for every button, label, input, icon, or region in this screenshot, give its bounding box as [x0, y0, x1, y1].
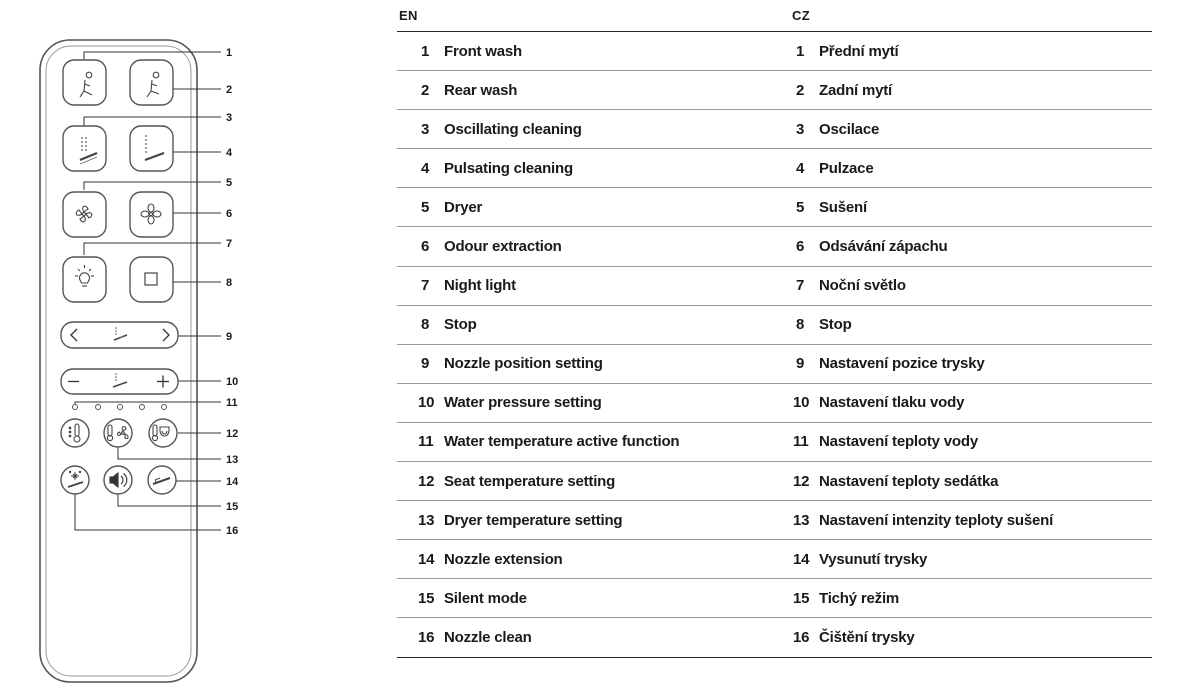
cell-cz [790, 121, 1152, 138]
label-en: Stop [444, 316, 477, 334]
cell-cz [790, 277, 1152, 294]
label-cz: Zadní mytí [819, 81, 893, 99]
nozzle-extension-button[interactable] [148, 466, 176, 494]
label-cz: Vysunutí trysky [819, 550, 928, 568]
legend-table [397, 0, 1152, 658]
row-number-cz: 10 [793, 394, 810, 412]
label-cz: Nastavení tlaku vody [819, 394, 965, 412]
night-light-button[interactable] [63, 257, 106, 302]
nozzle-clean-button[interactable] [61, 466, 89, 494]
table-row [397, 540, 1152, 579]
table-row [397, 384, 1152, 423]
cell-en [397, 512, 790, 529]
legend-table-body [397, 32, 1152, 658]
cell-en [397, 121, 790, 138]
label-cz: Oscilace [819, 120, 880, 138]
callout-9: 9 [226, 331, 233, 343]
cell-en [397, 473, 790, 490]
row-number-en: 14 [418, 550, 435, 568]
cell-cz [790, 160, 1152, 177]
label-cz: Nastavení intenzity teploty sušení [819, 511, 1054, 529]
row-number-cz: 15 [793, 589, 810, 607]
label-cz: Stop [819, 316, 852, 334]
row-number-en: 6 [421, 238, 430, 256]
cell-cz [790, 551, 1152, 568]
row-number-cz: 14 [793, 550, 810, 568]
row-number-cz: 11 [793, 433, 809, 451]
row-number-en: 3 [421, 120, 430, 138]
callout-16: 16 [226, 525, 239, 537]
legend-table-header [397, 0, 1152, 32]
row-number-en: 8 [421, 316, 430, 334]
row-number-en: 15 [418, 589, 435, 607]
label-en: Silent mode [444, 589, 527, 607]
table-row [397, 267, 1152, 306]
table-row [397, 188, 1152, 227]
label-cz: Sušení [819, 198, 867, 216]
oscillating-cleaning-button[interactable] [63, 126, 106, 171]
table-row [397, 579, 1152, 618]
table-row [397, 345, 1152, 384]
callout-14: 14 [226, 476, 239, 488]
label-en: Dryer [444, 198, 483, 216]
cell-cz [790, 394, 1152, 411]
row-number-en: 16 [418, 628, 435, 646]
callout-2: 2 [226, 84, 233, 96]
stop-button[interactable] [130, 257, 173, 302]
callout-15: 15 [226, 501, 239, 513]
table-row [397, 306, 1152, 345]
front-wash-button[interactable] [63, 60, 106, 105]
cell-en [397, 238, 790, 255]
cell-cz [790, 590, 1152, 607]
callout-12: 12 [226, 428, 239, 440]
label-cz: Nastavení teploty vody [819, 433, 978, 451]
cell-cz [790, 355, 1152, 372]
cell-en [397, 355, 790, 372]
label-en: Seat temperature setting [444, 472, 616, 490]
label-en: Nozzle extension [444, 550, 563, 568]
cell-cz [790, 199, 1152, 216]
label-cz: Tichý režim [819, 589, 900, 607]
row-number-cz: 7 [796, 277, 805, 295]
cell-en [397, 590, 790, 607]
label-en: Nozzle clean [444, 628, 532, 646]
cell-en [397, 199, 790, 216]
callout-8: 8 [226, 277, 233, 289]
water-pressure-control[interactable] [61, 369, 178, 394]
callout-4: 4 [226, 147, 233, 159]
label-en: Water pressure setting [444, 394, 602, 412]
callout-11: 11 [226, 397, 238, 409]
cell-en [397, 551, 790, 568]
cell-cz [790, 512, 1152, 529]
remote-control-diagram [0, 0, 260, 687]
row-number-cz: 2 [796, 81, 805, 99]
row-number-en: 4 [421, 159, 430, 177]
callout-1: 1 [226, 47, 233, 59]
water-temperature-button[interactable] [61, 419, 89, 447]
row-number-cz: 9 [796, 355, 805, 373]
cell-cz [790, 43, 1152, 60]
row-number-cz: 4 [796, 159, 805, 177]
row-number-cz: 12 [793, 472, 810, 490]
cell-en [397, 629, 790, 646]
label-en: Rear wash [444, 81, 518, 99]
row-number-cz: 13 [793, 511, 810, 529]
cell-cz [790, 316, 1152, 333]
row-number-en: 13 [418, 511, 435, 529]
header-en: EN [399, 8, 418, 23]
row-number-en: 11 [418, 433, 434, 451]
cell-en [397, 433, 790, 450]
cell-en [397, 394, 790, 411]
cell-en [397, 277, 790, 294]
label-en: Nozzle position setting [444, 355, 603, 373]
label-en: Dryer temperature setting [444, 511, 623, 529]
row-number-cz: 5 [796, 198, 805, 216]
label-cz: Přední mytí [819, 42, 899, 60]
row-number-cz: 1 [796, 42, 805, 60]
cell-cz [790, 238, 1152, 255]
row-number-en: 1 [421, 42, 430, 60]
table-row [397, 462, 1152, 501]
row-number-cz: 6 [796, 238, 805, 256]
row-number-en: 12 [418, 472, 435, 490]
dryer-button[interactable] [63, 192, 106, 237]
row-number-en: 7 [421, 277, 430, 295]
label-cz: Pulzace [819, 159, 874, 177]
row-number-en: 5 [421, 198, 430, 216]
label-cz: Nastavení pozice trysky [819, 355, 985, 373]
pulsating-cleaning-button[interactable] [130, 126, 173, 171]
label-cz: Noční světlo [819, 277, 906, 295]
callout-3: 3 [226, 112, 233, 124]
row-number-en: 10 [418, 394, 435, 412]
cell-cz [790, 433, 1152, 450]
cell-en [397, 160, 790, 177]
table-row [397, 110, 1152, 149]
label-en: Water temperature active function [444, 433, 680, 451]
table-row [397, 149, 1152, 188]
cell-cz [790, 82, 1152, 99]
table-row [397, 227, 1152, 266]
seat-temperature-button[interactable] [149, 419, 177, 447]
cell-en [397, 82, 790, 99]
label-en: Front wash [444, 42, 523, 60]
callout-6: 6 [226, 208, 233, 220]
odour-extraction-button[interactable] [130, 192, 173, 237]
callout-5: 5 [226, 177, 233, 189]
table-row [397, 423, 1152, 462]
row-number-cz: 16 [793, 628, 810, 646]
label-en: Odour extraction [444, 238, 562, 256]
row-number-en: 9 [421, 355, 430, 373]
table-row [397, 501, 1152, 540]
row-number-en: 2 [421, 81, 430, 99]
label-en: Night light [444, 277, 516, 295]
table-row [397, 618, 1152, 657]
table-row [397, 32, 1152, 71]
silent-mode-button[interactable] [104, 466, 132, 494]
header-cz: CZ [792, 8, 810, 23]
cell-en [397, 43, 790, 60]
label-en: Pulsating cleaning [444, 159, 573, 177]
callout-10: 10 [226, 376, 239, 388]
label-cz: Nastavení teploty sedátka [819, 472, 999, 490]
row-number-cz: 3 [796, 120, 805, 138]
row-number-cz: 8 [796, 316, 805, 334]
label-cz: Čištění trysky [819, 628, 915, 646]
label-cz: Odsávání zápachu [819, 238, 948, 256]
cell-cz [790, 629, 1152, 646]
dryer-temperature-button[interactable] [104, 419, 132, 447]
cell-en [397, 316, 790, 333]
callout-7: 7 [226, 238, 233, 250]
nozzle-position-control[interactable] [61, 322, 178, 348]
cell-cz [790, 473, 1152, 490]
table-row [397, 71, 1152, 110]
label-en: Oscillating cleaning [444, 120, 582, 138]
callout-13: 13 [226, 454, 239, 466]
rear-wash-button[interactable] [130, 60, 173, 105]
